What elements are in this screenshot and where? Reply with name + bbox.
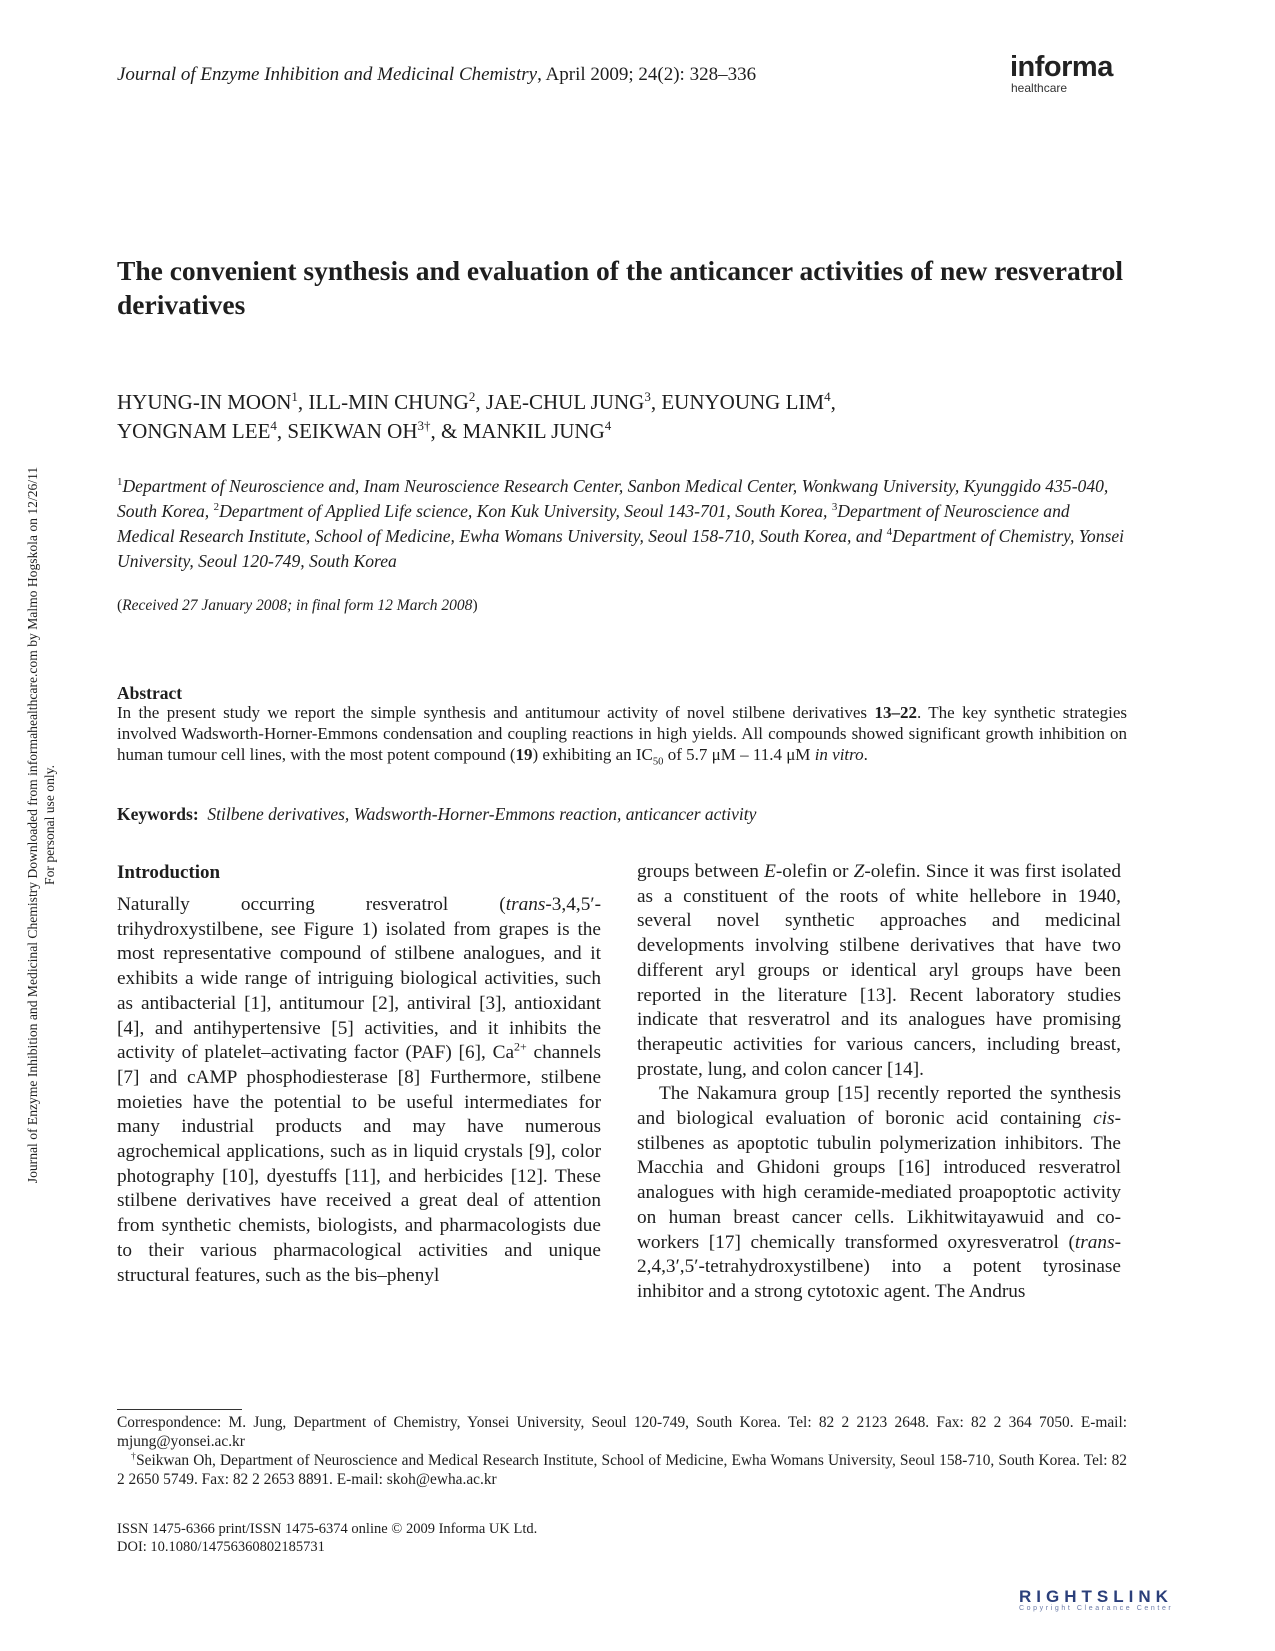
rightslink-sub: Copyright Clearance Center xyxy=(1019,1605,1174,1612)
abstract-part: In the present study we report the simple synthesis and antitumour activity of novel stilbene derivatives xyxy=(117,703,875,722)
keywords-text: Stilbene derivatives, Wadsworth-Horner-Emmons reaction, anticancer activity xyxy=(207,804,757,824)
second-correspondence-text: Seikwan Oh, Department of Neuroscience and Medical Research Institute, School of Medicine, Ewha Womans University, Seoul 158-710, South Korea. Tel: 82 2 2650 5749. Fax: 82 2 2653 8891. E-mail: skoh@ewha.ac.kr xyxy=(117,1452,1128,1488)
author: EUNYOUNG LIM xyxy=(661,390,825,414)
abstract-heading: Abstract xyxy=(117,683,183,703)
intro-paragraph-1-cont xyxy=(637,860,1121,1082)
rightslink-logo xyxy=(1019,1587,1249,1619)
text-run: trans xyxy=(1074,1231,1115,1253)
journal-name: Journal of Enzyme Inhibition and Medicinal Chemistry xyxy=(117,64,538,85)
author-sup: 2 xyxy=(468,389,476,404)
received-text: Received 27 January 2008; in final form 12 March 2008 xyxy=(122,597,473,614)
author-sup: 4 xyxy=(824,389,831,404)
journal-citation xyxy=(117,64,756,86)
rightslink-text: RIGHTSLINK xyxy=(1019,1587,1173,1606)
text-run: E xyxy=(764,861,776,882)
abstract-part: . The key synthetic strategies involved Wadsworth-Horner-Emmons condensation and coupling reactions in high yields. All compounds showed significant growth inhibition on human tumour cell lines, with the most potent compound ( xyxy=(117,703,1127,764)
author-list xyxy=(117,388,1127,446)
text-run: groups between xyxy=(637,861,765,882)
affiliation: Department of Chemistry, Yonsei University, Seoul 120-749, South Korea xyxy=(117,526,1125,571)
text-run: -olefin. Since it was first isolated as a constituent of the roots of white hellebore in 1940, several novel synthetic approaches and medicinal developments involving stilbene derivatives that have two different aryl groups or identical aryl groups have been reported in the literature [13]. Recent laboratory studies indicate that resveratrol and its analogues have promising therapeutic activities for various cancers, including breast, prostate, lung, and colon cancer [14]. xyxy=(637,861,1121,1080)
text-run: channels [7] and cAMP phosphodiesterase [8] Furthermore, stilbene moieties have the potential to be useful intermediates for many industrial products and may have numerous agrochemical applications, such as in liquid crystals [9], color photography [10], dyestuffs [11], and herbicides [12]. These stilbene derivatives have received a great deal of attention from synthetic chemists, biologists, and pharmacologists due to their various pharmacological activities and unique structural features, such as the bis–phenyl xyxy=(117,1042,601,1286)
received-dates: (Received 27 January 2008; in final form 12 March 2008) xyxy=(117,597,478,614)
text-run: cis xyxy=(1093,1108,1115,1130)
abstract-part: of 5.7 μM – 11.4 μM xyxy=(663,745,815,764)
text-run: Z xyxy=(853,861,865,882)
text-run: -2,4,3′,5′-tetrahydroxystilbene) into a potent tyrosinase inhibitor and a strong cytotoxic agent. The Andrus xyxy=(637,1231,1121,1302)
affiliations xyxy=(117,474,1127,574)
logo-sub: healthcare xyxy=(1011,81,1068,95)
ic-subscript: 50 xyxy=(652,756,664,768)
compound-number: 19 xyxy=(515,745,533,764)
text-run: The Nakamura group [15] recently reported the synthesis and biological evaluation of boronic acid containing xyxy=(637,1083,1121,1130)
text-run: -stilbenes as apoptotic tubulin polymerization inhibitors. The Macchia and Ghidoni groups [16] introduced resveratrol analogues with high ceramide-mediated proapoptotic activity on human breast cancer cells. Likhitwitayawuid and co-workers [17] chemically transformed oxyresveratrol ( xyxy=(637,1108,1121,1253)
author-sup: 3 xyxy=(644,389,651,404)
text-run: -3,4,5′-trihydroxystilbene, see Figure 1) isolated from grapes is the most representative compound of stilbene analogues, and it exhibits a wide range of intriguing biological activities, such as antibacterial [1], antitumour [2], antiviral [3], antioxidant [4], and antihypertensive [5] activities, and it inhibits the activity of platelet–activating factor (PAF) [6], Ca xyxy=(117,894,601,1064)
author-sep: , xyxy=(650,390,662,414)
author-sep: , xyxy=(297,390,309,414)
doi-line: DOI: 10.1080/14756360802185731 xyxy=(117,1539,325,1555)
text-run: Naturally occurring resveratrol ( xyxy=(117,894,506,915)
dagger-sup: † xyxy=(131,1450,137,1462)
text-run: 2+ xyxy=(514,1039,527,1054)
author-sup: 3† xyxy=(417,418,431,433)
affil-sup: 2 xyxy=(213,501,220,514)
author: ILL-MIN CHUNG xyxy=(308,390,469,414)
author-sep: , xyxy=(830,390,836,414)
affil-sup: 4 xyxy=(886,526,893,539)
author-sup: 4 xyxy=(604,418,612,433)
issn-block xyxy=(117,1520,537,1556)
logo-brand: informa xyxy=(1010,51,1113,83)
watermark-line-1: Journal of Enzyme Inhibition and Medicinal Chemistry Downloaded from informahealthcare.com by Malmo Hogskola on 12/26/11 xyxy=(25,466,40,1184)
keywords xyxy=(117,804,1127,825)
abstract-part: ) exhibiting an IC xyxy=(532,745,653,764)
in-vitro: in vitro xyxy=(814,745,864,764)
second-correspondence xyxy=(117,1451,1127,1489)
affil-sup: 3 xyxy=(831,501,838,514)
column-right xyxy=(637,860,1121,1305)
author-sep: , xyxy=(276,419,288,443)
watermark-line-2: For personal use only. xyxy=(42,765,57,885)
compound-range: 13–22 xyxy=(874,703,917,722)
text-run: trans xyxy=(505,894,546,915)
keywords-label: Keywords: xyxy=(117,804,199,824)
footnotes xyxy=(117,1413,1127,1489)
abstract-text xyxy=(117,702,1127,768)
author: YONGNAM LEE xyxy=(117,419,271,443)
author: HYUNG-IN MOON xyxy=(117,390,292,414)
text-run: -olefin or xyxy=(775,861,854,882)
journal-issue: , April 2009; 24(2): 328–336 xyxy=(537,64,757,85)
correspondence: Correspondence: M. Jung, Department of Chemistry, Yonsei University, Seoul 120-749, South Korea. Tel: 82 2 2123 2648. Fax: 82 2 364 7050. E-mail: mjung@yonsei.ac.kr xyxy=(117,1414,1127,1450)
author-sup: 1 xyxy=(291,389,298,404)
author: SEIKWAN OH xyxy=(287,419,418,443)
introduction-heading: Introduction xyxy=(117,862,221,883)
column-left xyxy=(117,893,601,1288)
side-watermark xyxy=(24,395,72,1255)
author-sep: , & xyxy=(430,419,463,443)
affiliation: Department of Neuroscience and Medical Research Institute, School of Medicine, Ewha Womans University, Seoul 158-710, South Korea, and xyxy=(117,501,1070,546)
author: MANKIL JUNG xyxy=(462,419,605,443)
author-sep: , xyxy=(475,390,486,414)
author: JAE-CHUL JUNG xyxy=(485,390,645,414)
intro-paragraph-1 xyxy=(117,893,601,1288)
informa-logo xyxy=(1010,52,1130,94)
author-sup: 4 xyxy=(270,418,277,433)
affiliation: Department of Neuroscience and, Inam Neuroscience Research Center, Sanbon Medical Center, Wonkwang University, Kyunggido 435-040, South Korea, xyxy=(117,476,1109,521)
footnote-rule xyxy=(117,1409,242,1410)
affiliation: Department of Applied Life science, Kon Kuk University, Seoul 143-701, South Korea, xyxy=(219,501,832,521)
issn-line: ISSN 1475-6366 print/ISSN 1475-6374 online © 2009 Informa UK Ltd. xyxy=(117,1521,538,1537)
article-title: The convenient synthesis and evaluation of the anticancer activities of new resveratrol derivatives xyxy=(117,255,1123,320)
affil-sup: 1 xyxy=(117,476,123,489)
abstract-part: . xyxy=(863,745,868,764)
intro-paragraph-2 xyxy=(637,1082,1121,1304)
